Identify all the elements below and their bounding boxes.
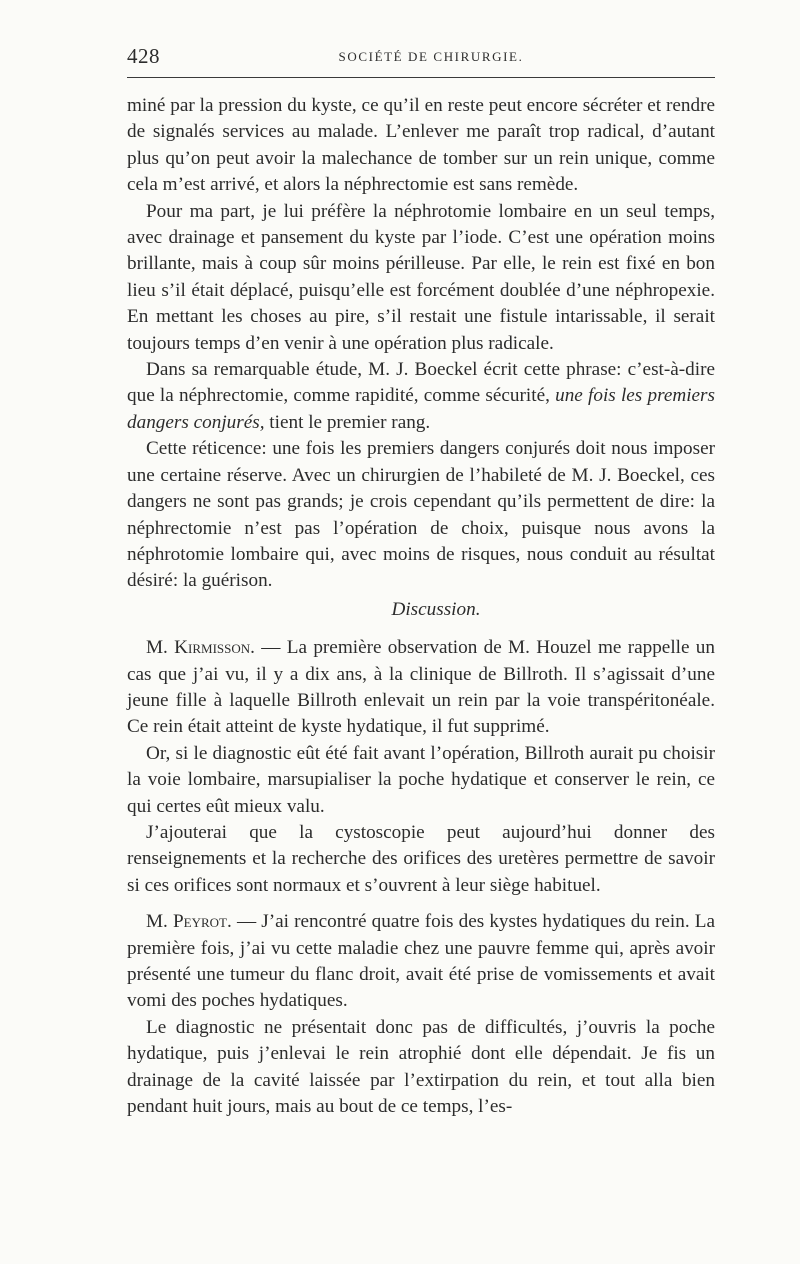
paragraph-nephrotomie: Pour ma part, je lui préfère la néphrotomie lombaire en un seul temps, avec drainage et pansement du kyste par l’iode. C’est une opération moins brillante, mais à coup sûr moins périlleuse. Par elle, le rein est fixé en bon lieu s’il était déplacé, puisqu’elle est forcément doublée d’une néphropexie. En mettant les choses au pire, s’il restait une fistule intarissable, il serait toujours temps d’en venir à une opération plus radicale.	[127, 200, 715, 354]
running-title: SOCIÉTÉ DE CHIRURGIE.	[338, 49, 524, 64]
speaker-name: Peyrot.	[173, 911, 232, 933]
main-text	[127, 93, 715, 1120]
speaker-prefix: M.	[146, 911, 173, 933]
quote-lead-text: Dans sa remarquable étude, M. J. Boeckel écrit cette phrase: c’est-à-dire que la néphrectomie, comme rapidité, comme sécurité,	[127, 359, 715, 407]
section-title: Discussion.	[391, 598, 481, 620]
paragraph-kirmisson	[127, 635, 715, 741]
speaker-text: — La première observation de M. Houzel me rappelle un cas que j’ai vu, il y a dix ans, à la clinique de Billroth. Il s’agissait d’une jeune fille à laquelle Billroth enlevait un rein par la voie transpéritonéale. Ce rein était atteint de kyste hydatique, il fut supprimé.	[127, 637, 715, 738]
header-rule	[127, 77, 715, 78]
quote-italic-text: une fois les premiers dangers conjurés,	[127, 385, 715, 433]
paragraph-diagnostic: Le diagnostic ne présentait donc pas de difficultés, j’ouvris la poche hydatique, puis j’enlevai le rein atrophié dont elle dépendait. Je fis un drainage de la cavité laissée par l’extirpation du rein, et tout alla bien pendant huit jours, mais au bout de ce temps, l’es-	[127, 1016, 715, 1118]
running-head	[127, 44, 715, 70]
speaker-prefix: M.	[146, 637, 175, 659]
paragraph-billroth: Or, si le diagnostic eût été fait avant l’opération, Billroth aurait pu choisir la voie lombaire, marsupialiser la poche hydatique et conserver le rein, ce qui certes eût mieux valu.	[127, 742, 715, 817]
paragraph-continuation: miné par la pression du kyste, ce qu’il en reste peut encore sécréter et rendre de signalés services au malade. L’enlever me paraît trop radical, d’autant plus qu’on peut avoir la malechance de tomber sur un rein unique, comme cela m’est arrivé, et alors la néphrectomie est sans remède.	[127, 95, 715, 196]
speaker-name: Kirmisson.	[174, 637, 255, 659]
quote-tail-text: tient le premier rang.	[264, 411, 431, 433]
paragraph-boeckel-quote	[127, 357, 715, 436]
speaker-text: — J’ai rencontré quatre fois des kystes hydatiques du rein. La première fois, j’ai vu cette maladie chez une pauvre femme qui, après avoir présenté une tumeur du flanc droit, avait été prise de vomissements et avait vomi des poches hydatiques.	[127, 911, 715, 1012]
paragraph-peyrot	[127, 909, 715, 1015]
page-number: 428	[127, 44, 160, 68]
paragraph-cystoscopie: J’ajouterai que la cystoscopie peut aujourd’hui donner des renseignements et la recherche des orifices des uretères permettre de savoir si ces orifices sont normaux et s’ouvrent à leur siège habituel.	[127, 821, 715, 896]
paragraph-reticence: Cette réticence: une fois les premiers dangers conjurés doit nous imposer une certaine réserve. Avec un chirurgien de l’habileté de M. J. Boeckel, ces dangers ne sont pas grands; je crois cependant qu’ils permettent de dire: la néphrectomie n’est pas l’opération de choix, puisque nous avons la néphrotomie lombaire qui, avec moins de risques, nous conduit au résultat désiré: la guérison.	[127, 438, 715, 592]
